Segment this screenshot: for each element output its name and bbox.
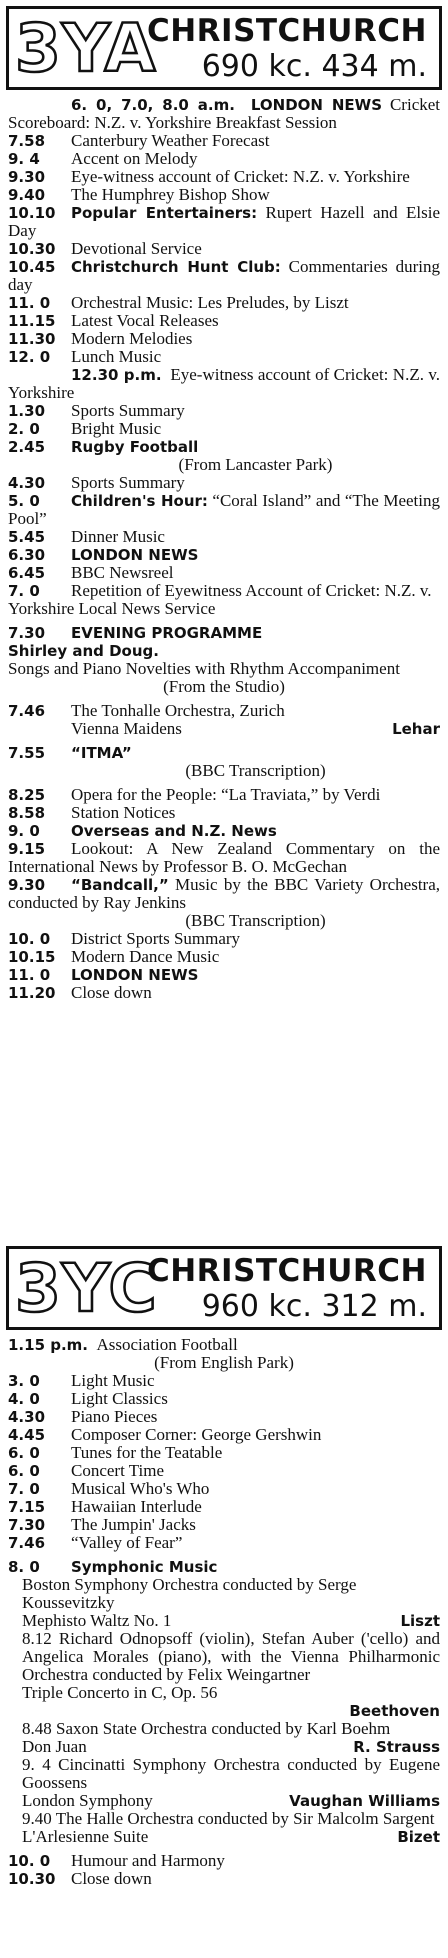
listing-item: 7.30 The Jumpin' Jacks bbox=[8, 1515, 196, 1534]
station-header-3yc bbox=[6, 1246, 442, 1330]
listing-item: 10. 0 Humour and Harmony bbox=[8, 1851, 225, 1870]
listing-item: London Symphony Vaughan Williams bbox=[22, 1791, 440, 1810]
listing-item: Mephisto Waltz No. 1 Liszt bbox=[22, 1611, 440, 1630]
listing-item: 11. 0 Orchestral Music: Les Preludes, by Liszt bbox=[8, 293, 349, 312]
station-city: CHRISTCHURCH bbox=[146, 13, 427, 49]
listing-item: 7.55 “ITMA” (BBC Transcription) bbox=[8, 744, 326, 780]
listing-item: 4.30 Piano Pieces bbox=[8, 1407, 158, 1426]
station-logo: 3YA bbox=[15, 10, 157, 87]
listing-item: 10.45 Christchurch Hunt Club: Commentaries during day bbox=[8, 257, 441, 294]
listing-item: 9. 4 Cincinatti Symphony Orchestra conducted by Eugene Goossens bbox=[22, 1755, 440, 1792]
listing-item: 8.48 Saxon State Orchestra conducted by Karl Boehm bbox=[22, 1719, 391, 1738]
listing-item: 7.15 Hawaiian Interlude bbox=[8, 1497, 202, 1516]
listing-item: 1.15 p.m. Association Football (From English Park) bbox=[8, 1335, 294, 1372]
listing-item: 9.40 The Humphrey Bishop Show bbox=[8, 185, 270, 204]
listing-item: 10.15 Modern Dance Music bbox=[8, 947, 220, 966]
listing-item: 6.30 LONDON NEWS bbox=[8, 546, 199, 564]
listing-item: 6. 0 Tunes for the Teatable bbox=[8, 1443, 223, 1462]
listing-item: 5. 0 Children's Hour: “Coral Island” and “The Meeting Pool” bbox=[8, 491, 441, 528]
listing-item: 10.30 Close down bbox=[8, 1869, 152, 1888]
listing-item: 10. 0 District Sports Summary bbox=[8, 929, 241, 948]
station-frequency: 960 kc. 312 m. bbox=[201, 1289, 427, 1324]
listing-item: 11.20 Close down bbox=[8, 983, 152, 1002]
listing-item: 8.58 Station Notices bbox=[8, 803, 176, 822]
listing-item: 12. 0 Lunch Music bbox=[8, 347, 162, 366]
listing-item: 4.45 Composer Corner: George Gershwin bbox=[8, 1425, 322, 1444]
listing-item: L'Arlesienne Suite Bizet bbox=[22, 1827, 440, 1846]
listing-item: 6.45 BBC Newsreel bbox=[8, 563, 174, 582]
listing-item: 9. 0 Overseas and N.Z. News bbox=[8, 822, 277, 840]
listing-item: 7. 0 Musical Who's Who bbox=[8, 1479, 210, 1498]
listing-item: 7.58 Canterbury Weather Forecast bbox=[8, 131, 270, 150]
listing-item: 10.30 Devotional Service bbox=[8, 239, 202, 258]
listing-item: 3. 0 Light Music bbox=[8, 1371, 155, 1390]
listing-item: 4. 0 Light Classics bbox=[8, 1389, 168, 1408]
listing-item: 11.30 Modern Melodies bbox=[8, 329, 193, 348]
station-logo: 3YC bbox=[15, 1250, 158, 1327]
station-city: CHRISTCHURCH bbox=[146, 1253, 427, 1289]
station-header-3ya bbox=[6, 6, 442, 90]
listing-item: Boston Symphony Orchestra conducted by Serge Koussevitzky bbox=[22, 1575, 357, 1612]
listing-item: 9.40 The Halle Orchestra conducted by Sir Malcolm Sargent bbox=[22, 1809, 435, 1828]
listing-item: 6. 0, 7.0, 8.0 a.m. LONDON NEWS Cricket Scoreboard: N.Z. v. Yorkshire Breakfast Session bbox=[8, 95, 441, 132]
listing-item: 9.15 Lookout: A New Zealand Commentary on the International News by Professor B. O. McGechan bbox=[8, 839, 440, 876]
listing-item: 9.30 Eye-witness account of Cricket: N.Z. v. Yorkshire bbox=[8, 167, 410, 186]
listing-item: Shirley and Doug. Songs and Piano Novelties with Rhythm Accompaniment (From the Studio) bbox=[8, 642, 400, 696]
listing-item: 1.30 Sports Summary bbox=[8, 401, 185, 420]
listing-item: 5.45 Dinner Music bbox=[8, 527, 165, 546]
listing-item: 9.30 “Bandcall,” Music by the BBC Variety Orchestra, conducted by Ray Jenkins (BBC Transcription) bbox=[8, 875, 440, 930]
listing-item: 12.30 p.m. Eye-witness account of Cricket: N.Z. v. Yorkshire bbox=[8, 365, 440, 402]
listing-item: 10.10 Popular Entertainers: Rupert Hazell and Elsie Day bbox=[8, 203, 441, 240]
listing-item: 9. 4 Accent on Melody bbox=[8, 149, 198, 168]
listing-item: 4.30 Sports Summary bbox=[8, 473, 185, 492]
listing-item: 7. 0 Repetition of Eyewitness Account of Cricket: N.Z. v. Yorkshire Local News Service bbox=[8, 581, 432, 618]
programme-3yc bbox=[8, 1336, 440, 1888]
station-frequency: 690 kc. 434 m. bbox=[201, 49, 427, 84]
listing-item: 6. 0 Concert Time bbox=[8, 1461, 165, 1480]
listing-item: 8. 0 Symphonic Music bbox=[8, 1558, 218, 1576]
listing-item: 11. 0 LONDON NEWS bbox=[8, 966, 199, 984]
listing-item: 8.12 Richard Odnopsoff (violin), Stefan Auber ('cello) and Angelica Morales (piano), with the Vienna Philharmonic Orchestra conducted by Felix Weingartner bbox=[22, 1629, 440, 1684]
programme-3ya bbox=[8, 96, 440, 1002]
listing-item: 7.30 EVENING PROGRAMME bbox=[8, 624, 263, 642]
listing-item: Triple Concerto in C, Op. 56 Beethoven bbox=[22, 1683, 440, 1720]
listing-item: Don Juan R. Strauss bbox=[22, 1737, 440, 1756]
listing-item: 7.46 “Valley of Fear” bbox=[8, 1533, 183, 1552]
listing-item: 11.15 Latest Vocal Releases bbox=[8, 311, 219, 330]
listing-item: 2. 0 Bright Music bbox=[8, 419, 162, 438]
listing-item: 8.25 Opera for the People: “La Traviata,” by Verdi bbox=[8, 785, 381, 804]
listing-item: 2.45 Rugby Football (From Lancaster Park) bbox=[8, 438, 333, 474]
listing-item: 7.46 The Tonhalle Orchestra, Zurich Vienna Maidens Lehar bbox=[8, 701, 440, 738]
